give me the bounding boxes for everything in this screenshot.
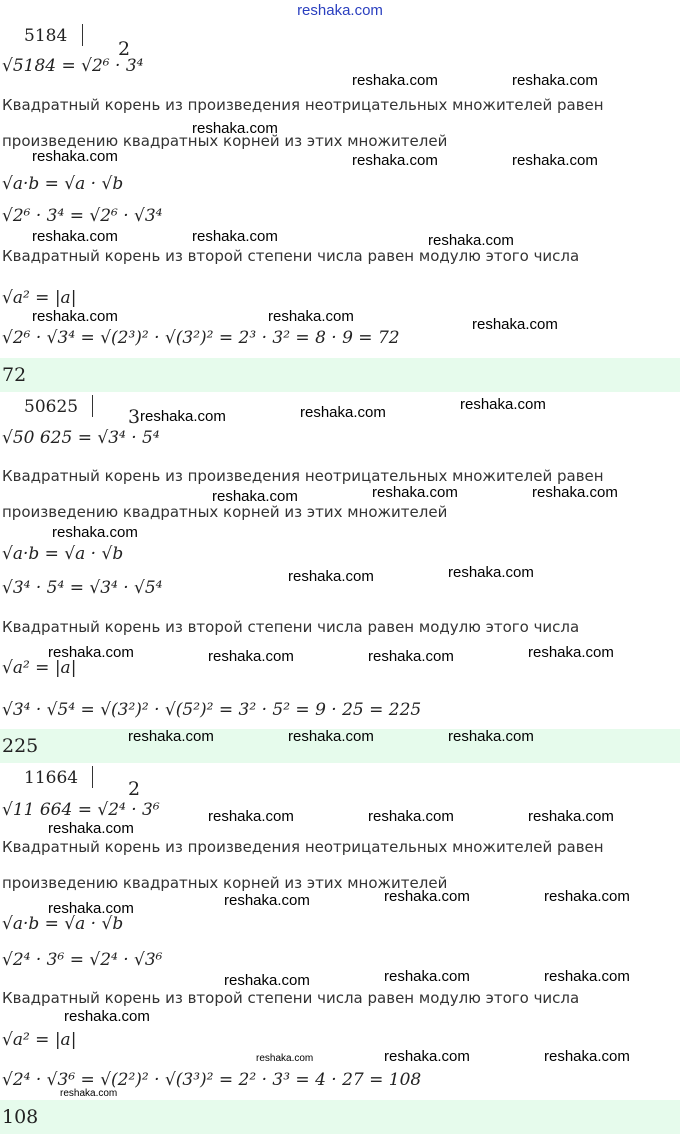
watermark: reshaka.com [32,148,118,165]
watermark: reshaka.com [352,152,438,169]
problem-2-number: 50625 [24,397,79,417]
site-link[interactable]: reshaka.com [297,2,383,19]
problem-3-answer-box [0,1100,680,1134]
problem-1-decomposition: √5184 = √2⁶ · 3⁴ [2,56,144,76]
watermark: reshaka.com [256,1053,314,1064]
problem-1-divider [82,24,83,46]
problem-1-final: √2⁶ · √3⁴ = √(2³)² · √(3²)² = 2³ · 3² = 8 · 9 = 72 [2,328,400,348]
watermark: reshaka.com [192,228,278,245]
problem-1-rule-product-line-1: Квадратный корень из произведения неотрицательных множителей равен [2,96,604,114]
problem-2-rule-product-line-2: произведению квадратных корней из этих множителей [2,503,448,521]
watermark: reshaka.com [208,808,294,825]
problem-3-decomposition: √11 664 = √2⁴ · 3⁶ [2,800,160,820]
problem-2-final: √3⁴ · √5⁴ = √(3²)² · √(5²)² = 3² · 5² = 9 · 25 = 225 [2,700,422,720]
watermark: reshaka.com [544,888,630,905]
problem-3-split: √2⁴ · 3⁶ = √2⁴ · √3⁶ [2,950,163,970]
problem-3-formula-product: √a·b = √a · √b [2,914,124,934]
problem-2-answer: 225 [2,735,39,757]
watermark: reshaka.com [300,404,386,421]
watermark: reshaka.com [48,820,134,837]
problem-3-divider [92,766,93,788]
problem-1-rule-square: Квадратный корень из второй степени числа равен модулю этого числа [2,247,580,265]
problem-3-final: √2⁴ · √3⁶ = √(2²)² · √(3³)² = 2² · 3³ = 4 · 27 = 108 [2,1070,422,1090]
watermark: reshaka.com [48,900,134,917]
watermark: reshaka.com [224,972,310,989]
watermark: reshaka.com [528,644,614,661]
watermark: reshaka.com [472,316,558,333]
problem-3-number: 11664 [24,768,79,788]
problem-1-rule-product-line-2: произведению квадратных корней из этих множителей [2,132,448,150]
problem-3-rule-product-line-2: произведению квадратных корней из этих множителей [2,874,448,892]
watermark: reshaka.com [384,968,470,985]
problem-2-rule-square: Квадратный корень из второй степени числа равен модулю этого числа [2,618,580,636]
watermark: reshaka.com [64,1008,150,1025]
watermark: reshaka.com [460,396,546,413]
watermark: reshaka.com [288,728,374,745]
problem-1-split: √2⁶ · 3⁴ = √2⁶ · √3⁴ [2,206,163,226]
watermark: reshaka.com [532,484,618,501]
watermark: reshaka.com [384,1048,470,1065]
watermark: reshaka.com [48,644,134,661]
watermark: reshaka.com [368,648,454,665]
watermark: reshaka.com [32,308,118,325]
watermark: reshaka.com [544,1048,630,1065]
watermark: reshaka.com [384,888,470,905]
watermark: reshaka.com [512,72,598,89]
problem-1-factor-hint: 2 [118,38,131,60]
watermark: reshaka.com [192,120,278,137]
watermark: reshaka.com [140,408,226,425]
problem-3-formula-square: √a² = |a| [2,1030,77,1050]
watermark: reshaka.com [288,568,374,585]
problem-2-formula-product: √a·b = √a · √b [2,544,124,564]
watermark: reshaka.com [372,484,458,501]
problem-1-formula-product: √a·b = √a · √b [2,174,124,194]
problem-3-rule-square: Квадратный корень из второй степени числа равен модулю этого числа [2,989,580,1007]
problem-2-decomposition: √50 625 = √3⁴ · 5⁴ [2,428,160,448]
watermark: reshaka.com [448,728,534,745]
problem-2-formula-square: √a² = |a| [2,658,77,678]
watermark: reshaka.com [128,728,214,745]
problem-3-rule-product-line-1: Квадратный корень из произведения неотрицательных множителей равен [2,838,604,856]
problem-2-divider [92,395,93,417]
watermark: reshaka.com [428,232,514,249]
problem-3-answer: 108 [2,1106,39,1128]
watermark: reshaka.com [544,968,630,985]
watermark: reshaka.com [32,228,118,245]
problem-2-split: √3⁴ · 5⁴ = √3⁴ · √5⁴ [2,578,163,598]
watermark: reshaka.com [212,488,298,505]
watermark: reshaka.com [512,152,598,169]
watermark: reshaka.com [368,808,454,825]
problem-1-formula-square: √a² = |a| [2,288,77,308]
problem-3-factor-hint: 2 [128,778,141,800]
watermark: reshaka.com [208,648,294,665]
watermark: reshaka.com [268,308,354,325]
watermark: reshaka.com [352,72,438,89]
problem-1-answer: 72 [2,364,27,386]
watermark: reshaka.com [224,892,310,909]
problem-1-answer-box [0,358,680,392]
watermark: reshaka.com [448,564,534,581]
watermark: reshaka.com [52,524,138,541]
watermark: reshaka.com [60,1088,118,1099]
problem-2-rule-product-line-1: Квадратный корень из произведения неотрицательных множителей равен [2,467,604,485]
watermark: reshaka.com [528,808,614,825]
problem-1-number: 5184 [24,26,68,46]
problem-2-factor-hint: 3 [128,406,141,428]
